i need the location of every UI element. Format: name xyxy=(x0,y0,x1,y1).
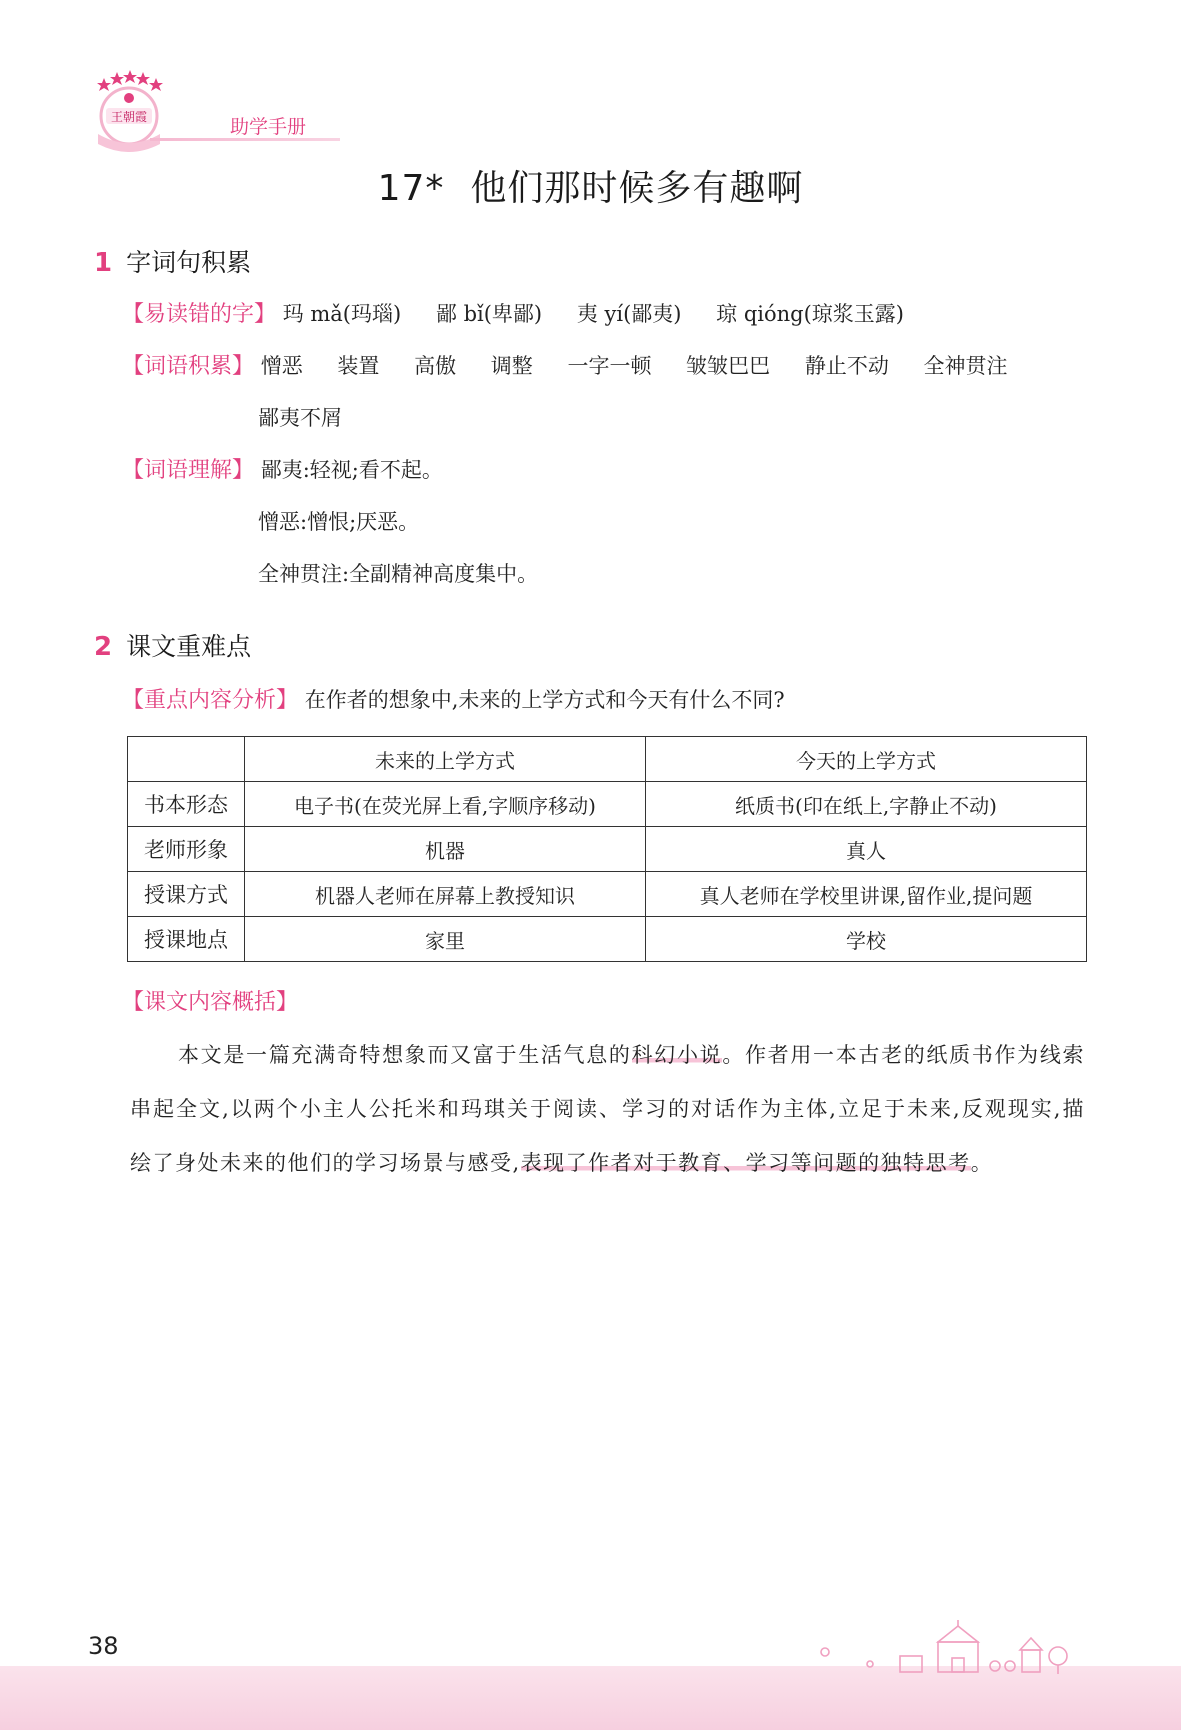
key-analysis-row xyxy=(122,684,785,717)
vocab-word: 一字一顿 xyxy=(567,354,652,378)
vocab-word: 憎恶 xyxy=(260,354,303,378)
table-row-header: 老师形象 xyxy=(128,827,245,872)
table-cell: 真人老师在学校里讲课,留作业,提问题 xyxy=(646,872,1087,917)
vocab-word: 高傲 xyxy=(414,354,457,378)
page-number: 38 xyxy=(88,1632,119,1660)
header-label: 助学手册 xyxy=(230,116,307,138)
table-row-header: 授课方式 xyxy=(128,872,245,917)
table-row xyxy=(128,917,1087,962)
page-title xyxy=(0,160,1181,211)
table-header-cell: 未来的上学方式 xyxy=(245,737,646,782)
word-meaning-label: 【词语理解】 xyxy=(122,458,255,483)
pinyin-item: 夷 yí(鄙夷) xyxy=(576,302,682,326)
vocab-word: 全神贯注 xyxy=(923,354,1008,378)
table-cell: 学校 xyxy=(646,917,1087,962)
section-heading-1 xyxy=(94,243,251,279)
section-title: 字词句积累 xyxy=(126,248,252,277)
key-analysis-label: 【重点内容分析】 xyxy=(122,688,299,713)
section-title: 课文重难点 xyxy=(126,632,252,661)
vocab-word: 装置 xyxy=(337,354,380,378)
summary-text: 。 xyxy=(970,1151,994,1175)
comparison-table xyxy=(127,736,1087,962)
lesson-number: 17* xyxy=(377,168,445,209)
table-header-cell: 今天的上学方式 xyxy=(646,737,1087,782)
vocab-word: 静止不动 xyxy=(804,354,889,378)
table-cell: 真人 xyxy=(646,827,1087,872)
table-row xyxy=(128,872,1087,917)
table-row-header: 书本形态 xyxy=(128,782,245,827)
vocab-word: 皱皱巴巴 xyxy=(686,354,771,378)
word-meaning-item: 全神贯注:全副精神高度集中。 xyxy=(258,562,539,586)
pinyin-item: 琼 qióng(琼浆玉露) xyxy=(716,302,904,326)
header-divider xyxy=(150,138,340,141)
vocabulary-row xyxy=(122,350,1008,383)
table-cell: 纸质书(印在纸上,字静止不动) xyxy=(646,782,1087,827)
table-cell: 电子书(在荧光屏上看,字顺序移动) xyxy=(245,782,646,827)
table-corner-cell xyxy=(128,737,245,782)
word-meaning-item: 鄙夷:轻视;看不起。 xyxy=(260,458,443,482)
summary-text: 本文是一篇充满奇特想象而又富于生活气息的 xyxy=(178,1043,632,1067)
section-heading-2 xyxy=(94,627,251,663)
table-header-row xyxy=(128,737,1087,782)
summary-text: 。作者用一本古老的纸质书作为线索串起全文,以两个小主人公托米和玛琪关于阅读、学习的对话作为主体,立足于未来,反观现实,描绘了身处未来的他们的学习场景与感受, xyxy=(130,1043,1086,1175)
section-number: 2 xyxy=(94,632,113,662)
pinyin-item: 鄙 bǐ(卑鄙) xyxy=(435,302,543,326)
table-cell: 家里 xyxy=(245,917,646,962)
vocab-word: 调整 xyxy=(490,354,533,378)
vocabulary-label: 【词语积累】 xyxy=(122,354,255,379)
word-meaning-item: 憎恶:憎恨;厌恶。 xyxy=(258,510,420,534)
highlighted-text: 表现了作者对于教育、学习等问题的独特思考 xyxy=(520,1151,971,1175)
section-number: 1 xyxy=(94,248,113,278)
summary-label-row xyxy=(122,986,298,1019)
summary-paragraph xyxy=(130,1028,1085,1190)
table-row xyxy=(128,827,1087,872)
easy-misread-label: 【易读错的字】 xyxy=(122,302,277,327)
summary-label: 【课文内容概括】 xyxy=(122,990,299,1015)
highlighted-text: 科幻小说 xyxy=(631,1043,723,1067)
table-row-header: 授课地点 xyxy=(128,917,245,962)
table-row xyxy=(128,782,1087,827)
svg-text:王朝霞: 王朝霞 xyxy=(110,110,148,124)
word-meaning-row xyxy=(122,454,443,487)
table-cell: 机器人老师在屏幕上教授知识 xyxy=(245,872,646,917)
table-cell: 机器 xyxy=(245,827,646,872)
lesson-title: 他们那时候多有趣啊 xyxy=(470,168,804,209)
easy-misread-row xyxy=(122,298,904,331)
key-analysis-question: 在作者的想象中,未来的上学方式和今天有什么不同? xyxy=(304,688,785,712)
vocab-word: 鄙夷不屑 xyxy=(258,406,342,430)
pinyin-item: 玛 mǎ(玛瑙) xyxy=(282,302,402,326)
footer-decoration-icon xyxy=(810,1620,1080,1680)
